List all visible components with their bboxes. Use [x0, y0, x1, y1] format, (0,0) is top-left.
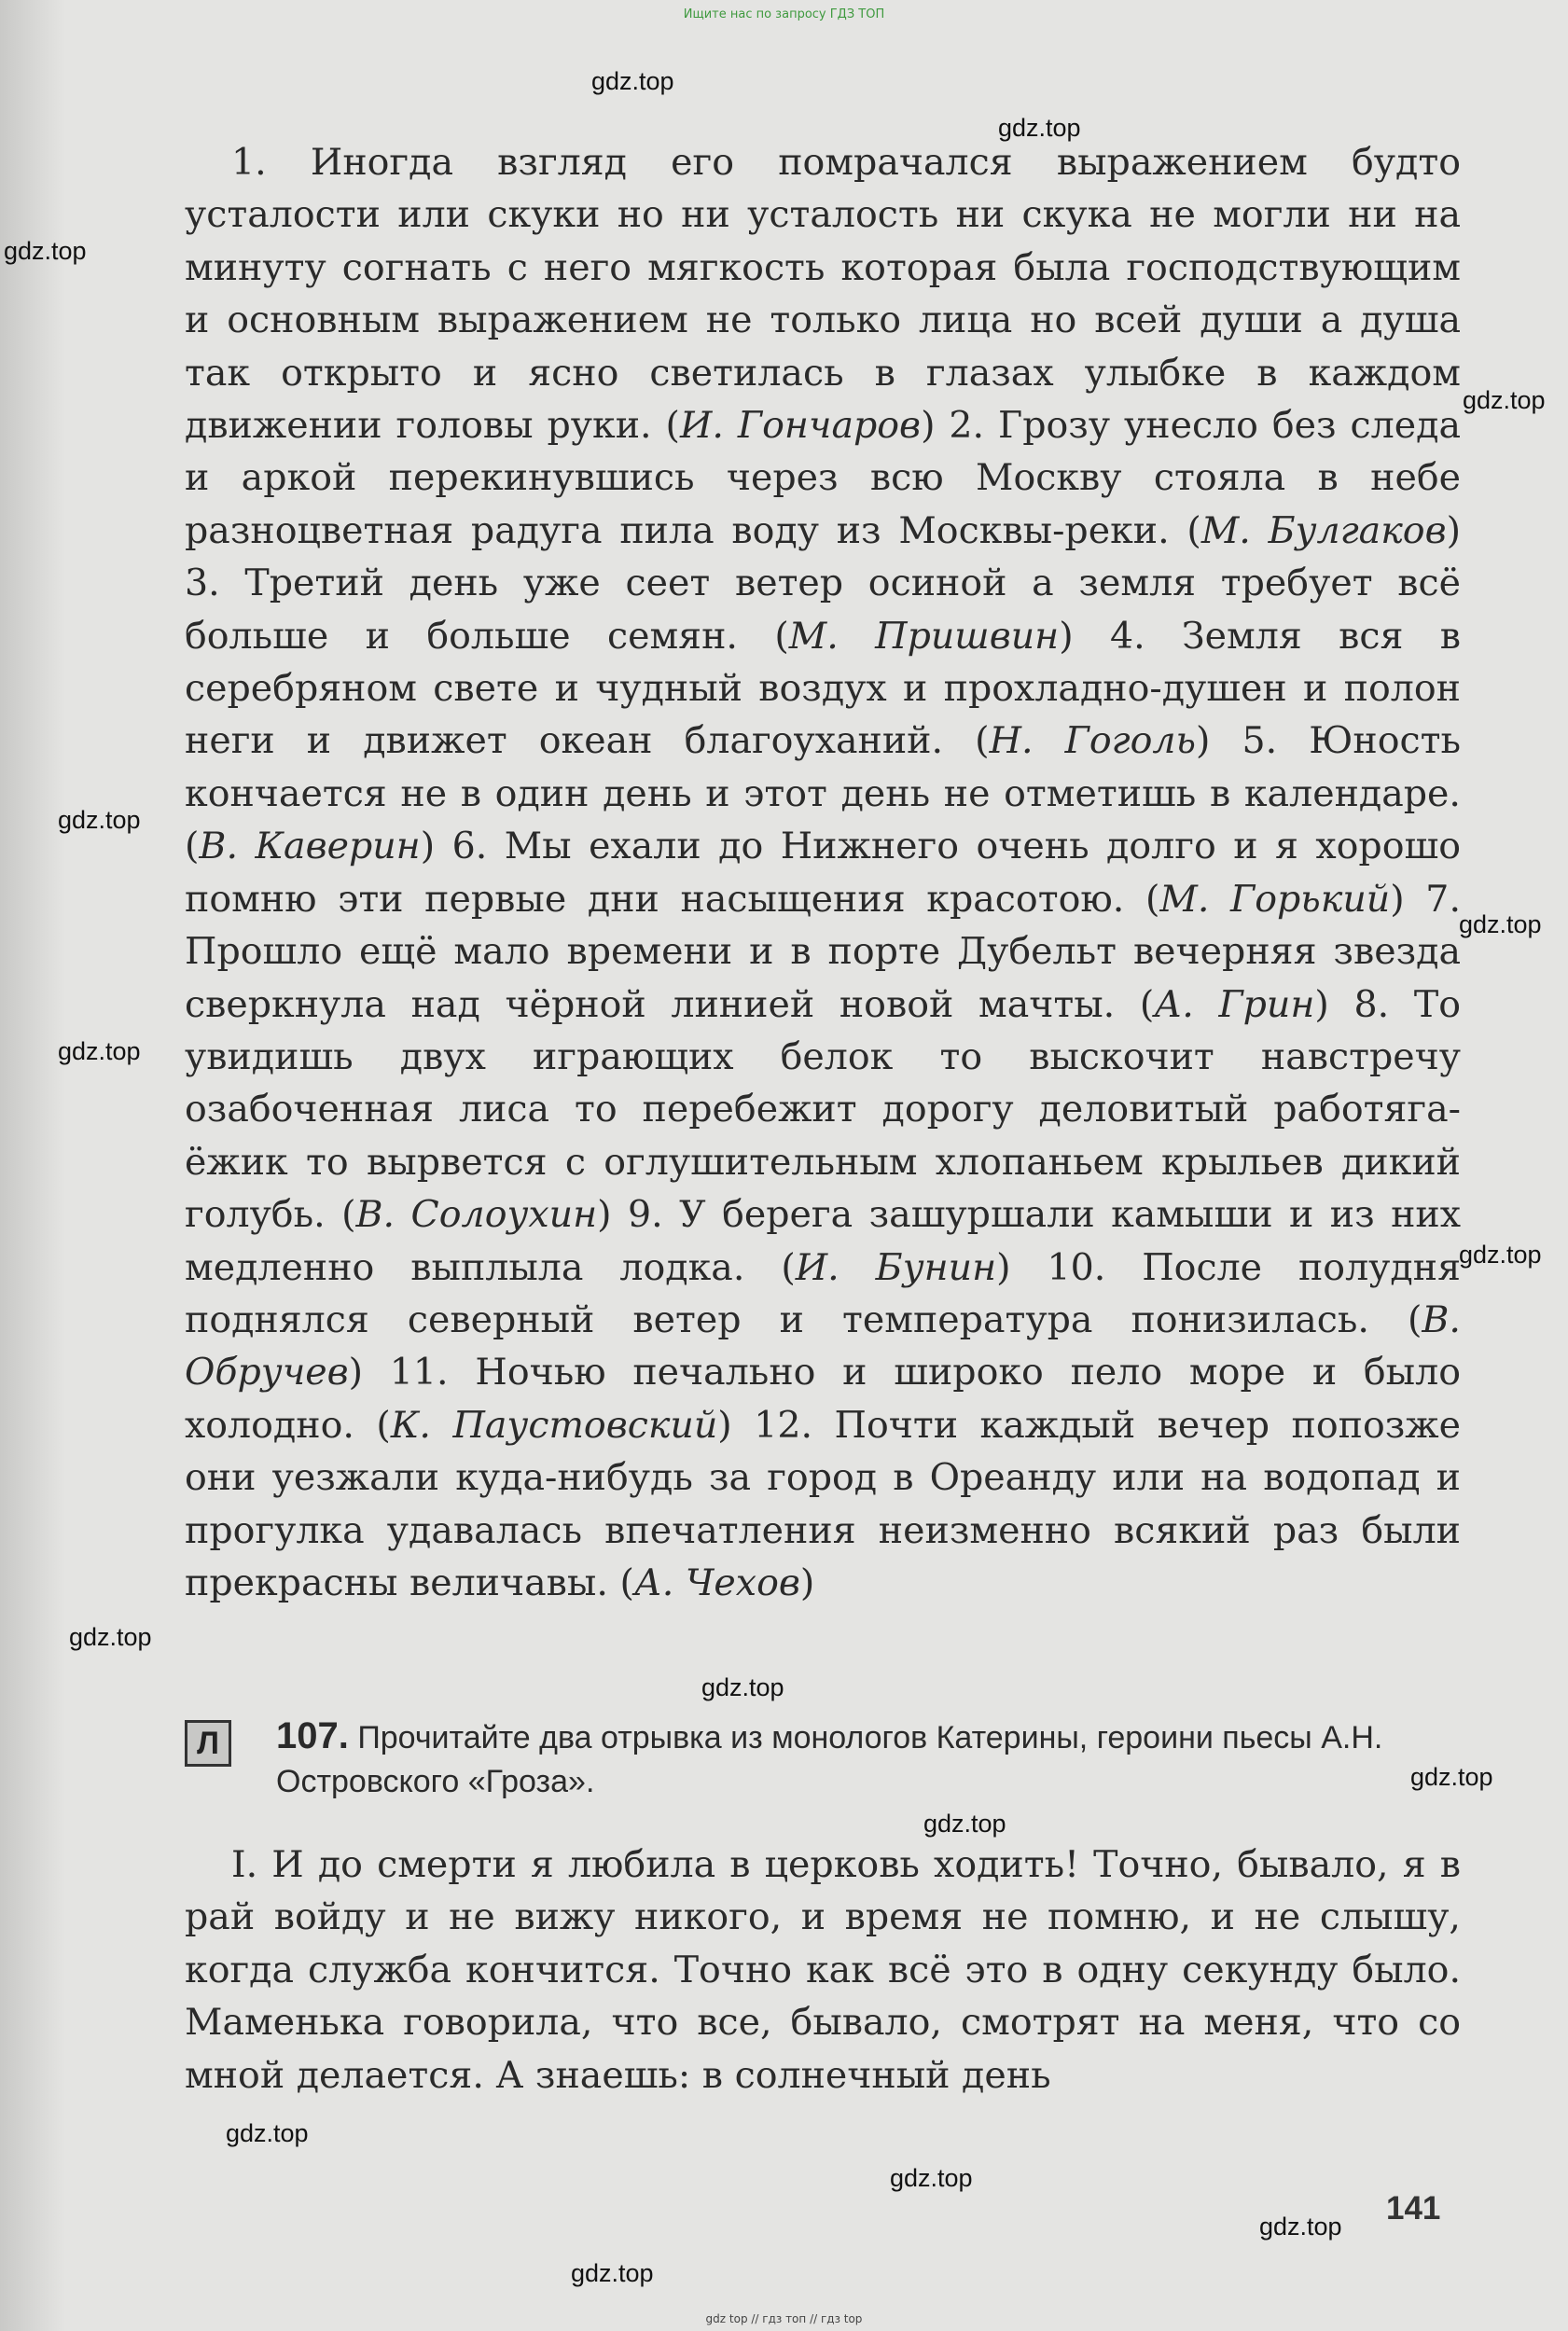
watermark: gdz.top — [890, 2164, 973, 2192]
sentence-text: ) 7. Прошло ещё мало времени и в порте Дубельт вечерняя звезда сверкнула над чёрной линией новой мачты. ( — [185, 877, 1461, 1026]
task-instruction — [276, 1714, 1461, 1804]
author-name: М. Горький — [1159, 877, 1391, 921]
exercise-106-text — [185, 136, 1461, 1609]
watermark: gdz.top — [58, 1037, 141, 1065]
watermark: gdz.top — [591, 67, 674, 95]
sentence-text: ) 9. У берега зашуршали камыши и из них медленно выплыла лодка. ( — [185, 1193, 1462, 1289]
author-name: Н. Гоголь — [989, 719, 1196, 763]
watermark: gdz.top — [923, 1810, 1006, 1838]
watermark: gdz.top — [1259, 2213, 1342, 2241]
author-name: В. Солоухин — [355, 1193, 598, 1237]
watermark: gdz.top — [701, 1673, 784, 1701]
sentence-text: ) 8. То увидишь двух играющих белок то выскочит навстречу озабоченная лиса то перебежит дорогу деловитый работяга-ёжик то вырвется с оглушительным хлопаньем крыльев дикий голубь. ( — [185, 982, 1461, 1237]
author-name: И. Гончаров — [679, 404, 922, 448]
sentence-text: ) 12. Почти каждый вечер попозже они уезжали куда-нибудь за город в Ореанду или на водопад и прогулка удавалась впечатления неизменно всякий раз были прекрасны величавы. ( — [185, 1403, 1462, 1604]
sentence-text: ) 4. Земля вся в серебряном свете и чудный воздух и прохладно-душен и полон неги и движет океан благоуханий. ( — [185, 614, 1461, 763]
author-name: И. Бунин — [795, 1245, 997, 1289]
page-gutter-shadow — [0, 0, 65, 2331]
watermark: gdz.top — [226, 2119, 309, 2147]
sentence-text: ) 10. После полудня поднялся северный ветер и температура понизилась. ( — [185, 1245, 1461, 1341]
author-name: М. Пришвин — [788, 614, 1060, 658]
closing-paren: ) — [799, 1561, 815, 1604]
author-name: В. Каверин — [199, 825, 421, 868]
watermark: gdz.top — [571, 2259, 654, 2287]
sentence-text: ) 11. Ночью печально и широко пело море и было холодно. ( — [185, 1351, 1461, 1447]
sentence-text: ) 6. Мы ехали до Нижнего очень долго и я хорошо помню эти первые дни насыщения красотою. ( — [185, 825, 1461, 921]
exercise-107-task — [185, 1714, 1461, 1804]
watermark: gdz.top — [998, 114, 1081, 142]
sentence-text: ) 3. Третий день уже сеет ветер осиной а земля требует всё больше и больше семян. ( — [185, 508, 1461, 658]
author-name: А. Чехов — [633, 1561, 800, 1604]
watermark: gdz.top — [1463, 386, 1546, 414]
author-name: В. Обручев — [185, 1297, 1461, 1394]
author-name: М. Булгаков — [1200, 508, 1447, 552]
watermark: gdz.top — [1459, 1241, 1542, 1269]
top-banner: Ищите нас по запросу ГДЗ ТОП — [683, 7, 885, 21]
exercise-107-text: I. И до смерти я любила в церковь ходить! Точно, бывало, я в рай войду и не вижу никого, и время не помню, и не слышу, когда служба кончится. Точно как всё это в одну секунду было. Маменька говорила, что все, бывало, смотрят на меня, что со мной делается. А знаешь: в солнечный день — [185, 1843, 1461, 2097]
bottom-banner: gdz top // гдз топ // гдз top — [705, 2312, 863, 2325]
task-number: 107. — [276, 1715, 349, 1756]
watermark: gdz.top — [1410, 1763, 1493, 1791]
author-name: А. Грин — [1154, 982, 1315, 1026]
task-instruction-text: Прочитайте два отрывка из монологов Катерины, героини пьесы А.Н. Островского «Гроза». — [276, 1720, 1383, 1799]
watermark: gdz.top — [58, 806, 141, 834]
page-number: 141 — [1386, 2190, 1441, 2227]
sentence-text: ) 5. Юность кончается не в один день и этот день не отметишь в календаре. ( — [185, 719, 1461, 868]
watermark: gdz.top — [4, 237, 87, 265]
task-badge: Л — [185, 1720, 231, 1767]
author-name: К. Паустовский — [390, 1403, 718, 1447]
sentence-text: 1. Иногда взгляд его помрачался выражением будто усталости или скуки но ни усталость ни скука не могли ни на минуту согнать с него мягкость которая была господствующим и основным выражением не только лица но всей души а душа так открыто и ясно светилась в глазах улыбке в каждом движении головы руки. ( — [185, 141, 1461, 448]
watermark: gdz.top — [69, 1623, 152, 1651]
sentence-text: ) 2. Грозу унесло без следа и аркой перекинувшись через всю Москву стояла в небе разноцветная радуга пила воду из Москвы-реки. ( — [185, 404, 1462, 552]
watermark: gdz.top — [1459, 910, 1542, 938]
